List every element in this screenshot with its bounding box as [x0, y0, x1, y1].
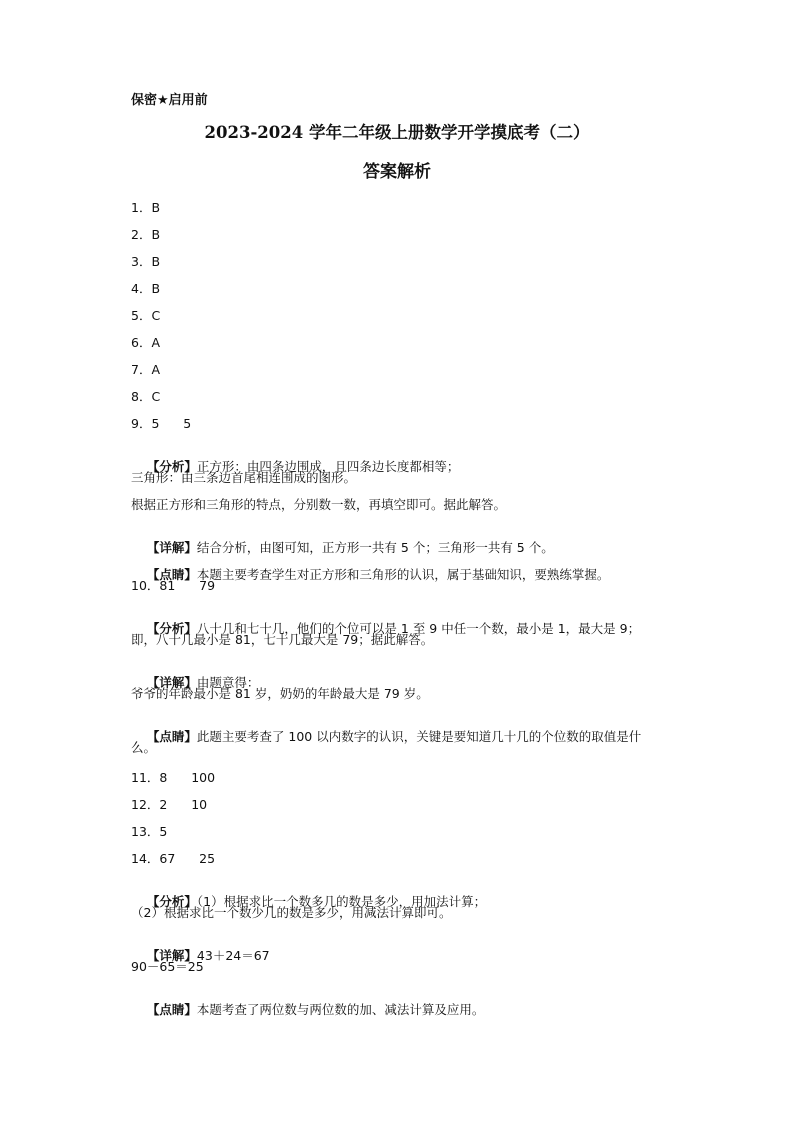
answer-7: 7．A	[131, 362, 161, 377]
detail-tag: 【详解】	[146, 948, 197, 963]
q10-comment	[131, 713, 641, 761]
analysis-tag: 【分析】	[146, 621, 197, 636]
answer-2: 2．B	[131, 227, 161, 242]
answer-1: 1．B	[131, 200, 161, 215]
analysis-text: 八十几和七十几，他们的个位可以是 1 至 9 中任一个数，最小是 1，最大是 9；	[196, 621, 641, 636]
q10-comment-line-2: 么。	[131, 740, 157, 755]
analysis-text: （1）根据求比一个数多几的数是多少，用加法计算；	[196, 894, 487, 909]
answer-4: 4．B	[131, 281, 161, 296]
analysis-tag: 【分析】	[146, 894, 197, 909]
comment-tag: 【点睛】	[146, 567, 197, 582]
answer-12: 12．2 10	[131, 797, 208, 812]
q14-analysis-line-2: （2）根据求比一个数少几的数是多少，用减法计算即可。	[131, 905, 452, 920]
answer-10: 10．81 79	[131, 578, 216, 593]
answer-9: 9．5 5	[131, 416, 192, 431]
answer-5: 5．C	[131, 308, 161, 323]
q9-analysis-line-3: 根据正方形和三角形的特点，分别数一数，再填空即可。据此解答。	[131, 497, 507, 512]
q9-analysis-line-2: 三角形：由三条边首尾相连围成的图形。	[131, 470, 357, 485]
comment-text: 此题主要考查了 100 以内数字的认识，关键是要知道几十几的个位数的取值是什	[196, 729, 642, 744]
analysis-text: 正方形：由四条边围成，且四条边长度都相等；	[196, 459, 460, 474]
detail-text: 由题意得：	[196, 675, 260, 690]
comment-text: 本题主要考查学生对正方形和三角形的认识，属于基础知识，要熟练掌握。	[196, 567, 610, 582]
answer-13: 13．5	[131, 824, 168, 839]
q10-analysis-line-2: 即，八十几最小是 81，七十几最大是 79；据此解答。	[131, 632, 434, 647]
answer-14: 14．67 25	[131, 851, 216, 866]
answer-11: 11．8 100	[131, 770, 216, 785]
detail-text: 43＋24＝67	[196, 948, 270, 963]
comment-tag: 【点睛】	[146, 729, 197, 744]
analysis-tag: 【分析】	[146, 459, 197, 474]
comment-text: 本题考查了两位数与两位数的加、减法计算及应用。	[196, 1002, 485, 1017]
answer-8: 8．C	[131, 389, 161, 404]
detail-tag: 【详解】	[146, 540, 197, 555]
answer-3: 3．B	[131, 254, 161, 269]
document-subtitle: 答案解析	[363, 162, 431, 182]
q14-detail-line-2: 90－65＝25	[131, 959, 204, 974]
q10-detail-line-2: 爷爷的年龄最小是 81 岁，奶奶的年龄最大是 79 岁。	[131, 686, 429, 701]
q14-comment	[131, 986, 484, 1034]
document-title: 2023-2024 学年二年级上册数学开学摸底考（二）	[204, 123, 590, 142]
detail-text: 结合分析，由图可知，正方形一共有 5 个；三角形一共有 5 个。	[196, 540, 554, 555]
comment-tag: 【点睛】	[146, 1002, 197, 1017]
answer-6: 6．A	[131, 335, 161, 350]
confidential-label: 保密★启用前	[131, 93, 208, 108]
detail-tag: 【详解】	[146, 675, 197, 690]
